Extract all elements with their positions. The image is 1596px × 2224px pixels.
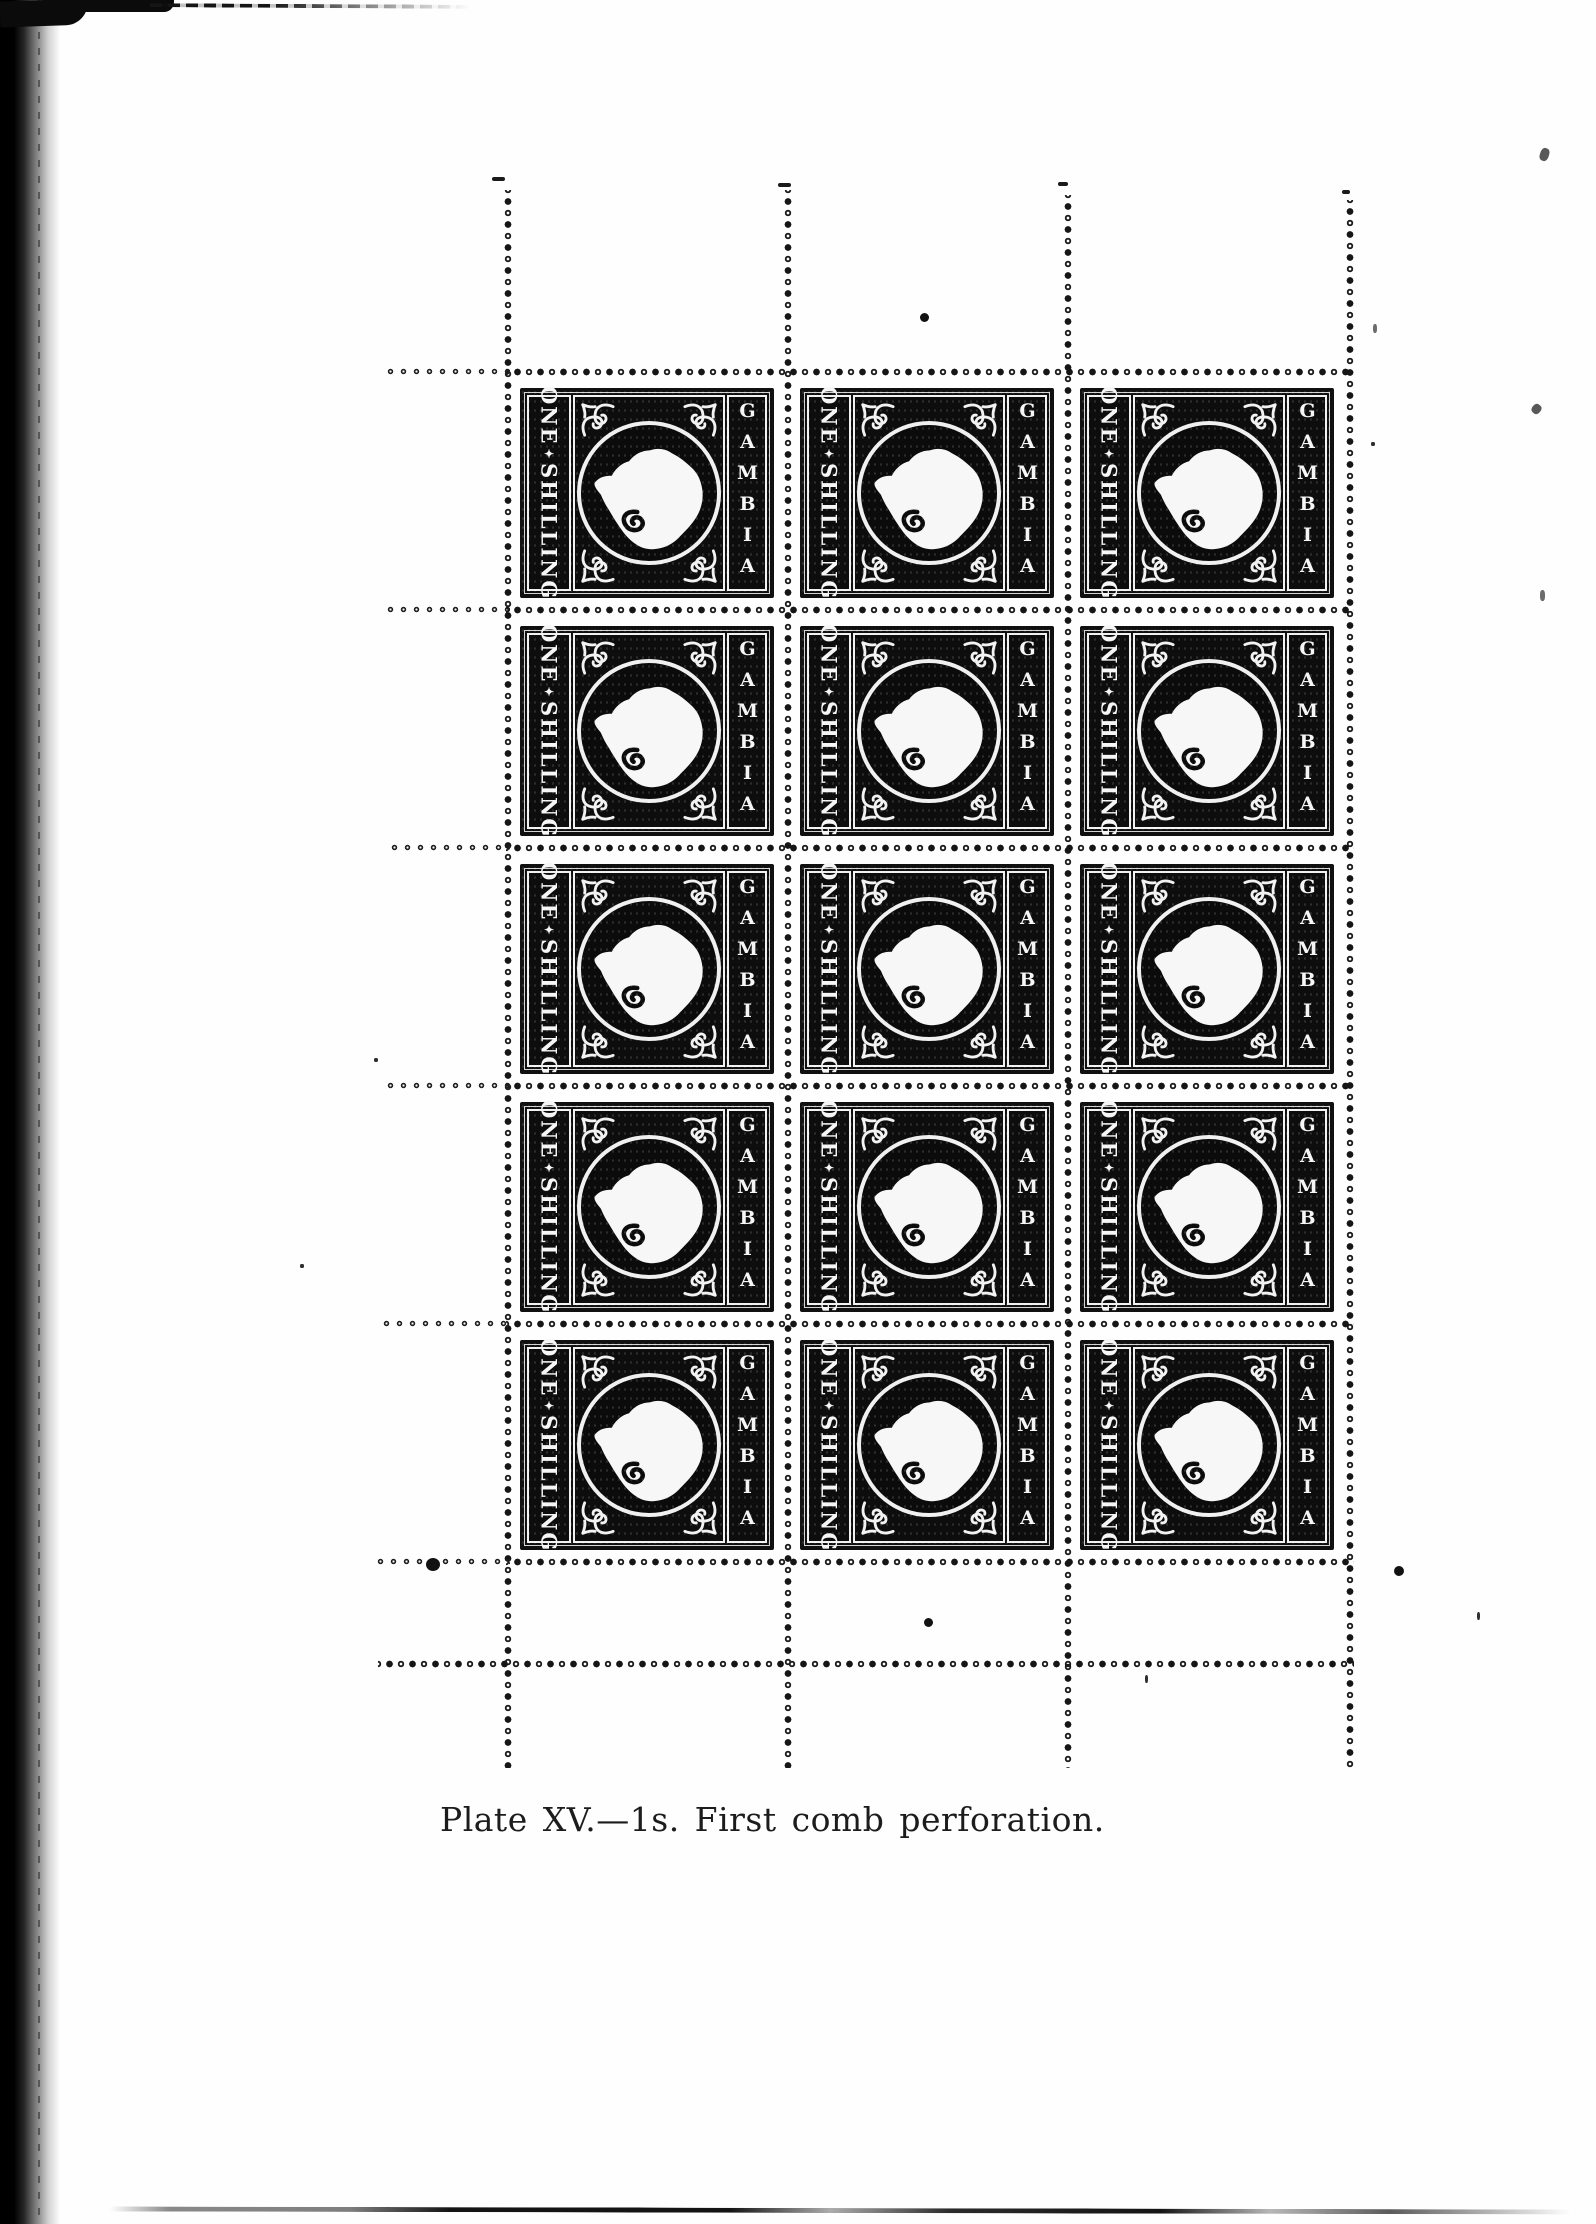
stray-perforation-dot xyxy=(1394,1566,1404,1576)
medallion-disc xyxy=(1137,897,1281,1041)
country-label: GAMBIA xyxy=(1296,1114,1319,1300)
vignette-panel xyxy=(573,633,725,829)
denomination-bottom: SHILLING xyxy=(816,1415,842,1553)
vignette-panel xyxy=(853,1109,1005,1305)
guide-dash xyxy=(1342,190,1350,194)
country-label: GAMBIA xyxy=(1016,638,1039,824)
denomination-bottom: SHILLING xyxy=(1096,939,1122,1077)
denomination-panel xyxy=(527,1099,571,1315)
separator-ornament-icon: ✦ xyxy=(822,447,836,462)
denomination-top: ONE xyxy=(1096,1337,1122,1398)
plate-caption: Plate XV.—1s. First comb perforation. xyxy=(440,1800,1105,1839)
perforation-row-extension xyxy=(374,1558,510,1565)
vignette-panel xyxy=(573,1347,725,1543)
perforation-column xyxy=(504,190,512,1768)
scan-speck xyxy=(1145,1675,1148,1683)
denomination-bottom: SHILLING xyxy=(816,463,842,601)
queen-victoria-cameo-icon xyxy=(581,1139,717,1275)
stamp xyxy=(800,1337,1054,1553)
stamp xyxy=(520,861,774,1077)
denomination-bottom: SHILLING xyxy=(536,463,562,601)
scan-speck xyxy=(1373,324,1377,333)
scan-speck xyxy=(374,1058,378,1062)
denomination-label xyxy=(816,385,842,601)
separator-ornament-icon: ✦ xyxy=(822,1161,836,1176)
denomination-panel xyxy=(1087,1099,1131,1315)
country-label: GAMBIA xyxy=(1296,876,1319,1062)
country-label: GAMBIA xyxy=(736,876,759,1062)
queen-victoria-cameo-icon xyxy=(861,425,997,561)
separator-ornament-icon: ✦ xyxy=(1102,1161,1116,1176)
separator-ornament-icon: ✦ xyxy=(1102,685,1116,700)
queen-victoria-cameo-icon xyxy=(581,1377,717,1513)
denomination-top: ONE xyxy=(1096,385,1122,446)
queen-victoria-cameo-icon xyxy=(1141,663,1277,799)
denomination-label xyxy=(1096,1337,1122,1553)
denomination-top: ONE xyxy=(816,1337,842,1398)
denomination-bottom: SHILLING xyxy=(536,701,562,839)
denomination-bottom: SHILLING xyxy=(1096,701,1122,839)
country-panel xyxy=(727,871,767,1067)
country-label: GAMBIA xyxy=(1016,876,1039,1062)
scan-speck xyxy=(1538,147,1551,162)
country-panel xyxy=(1007,871,1047,1067)
denomination-panel xyxy=(527,1337,571,1553)
stray-perforation-dot xyxy=(920,313,929,322)
denomination-panel xyxy=(527,623,571,839)
denomination-label xyxy=(536,623,562,839)
denomination-panel xyxy=(807,623,851,839)
stamp xyxy=(520,1337,774,1553)
country-panel xyxy=(1007,633,1047,829)
separator-ornament-icon: ✦ xyxy=(1102,923,1116,938)
separator-ornament-icon: ✦ xyxy=(542,1161,556,1176)
country-label: GAMBIA xyxy=(736,638,759,824)
separator-ornament-icon: ✦ xyxy=(1102,1399,1116,1414)
country-panel xyxy=(1287,1347,1327,1543)
medallion-disc xyxy=(577,1373,721,1517)
country-panel xyxy=(1287,871,1327,1067)
country-label: GAMBIA xyxy=(1296,400,1319,586)
denomination-label xyxy=(536,1337,562,1553)
denomination-top: ONE xyxy=(816,623,842,684)
denomination-panel xyxy=(807,861,851,1077)
country-label: GAMBIA xyxy=(1296,638,1319,824)
country-label: GAMBIA xyxy=(736,1352,759,1538)
medallion-disc xyxy=(1137,659,1281,803)
separator-ornament-icon: ✦ xyxy=(542,447,556,462)
denomination-bottom: SHILLING xyxy=(1096,1177,1122,1315)
medallion-disc xyxy=(857,1373,1001,1517)
denomination-top: ONE xyxy=(536,623,562,684)
stamp xyxy=(1080,861,1334,1077)
medallion-disc xyxy=(857,1135,1001,1279)
denomination-top: ONE xyxy=(536,1337,562,1398)
separator-ornament-icon: ✦ xyxy=(542,685,556,700)
vignette-panel xyxy=(573,1109,725,1305)
denomination-panel xyxy=(807,1337,851,1553)
country-label: GAMBIA xyxy=(736,1114,759,1300)
denomination-label xyxy=(816,1099,842,1315)
medallion-disc xyxy=(857,421,1001,565)
medallion-disc xyxy=(577,1135,721,1279)
medallion-disc xyxy=(857,897,1001,1041)
denomination-bottom: SHILLING xyxy=(536,1415,562,1553)
denomination-panel xyxy=(1087,623,1131,839)
queen-victoria-cameo-icon xyxy=(581,901,717,1037)
denomination-bottom: SHILLING xyxy=(1096,463,1122,601)
denomination-top: ONE xyxy=(1096,1099,1122,1160)
country-panel xyxy=(1287,395,1327,591)
vignette-panel xyxy=(853,633,1005,829)
queen-victoria-cameo-icon xyxy=(1141,901,1277,1037)
country-panel xyxy=(1007,1109,1047,1305)
scan-speck xyxy=(1477,1612,1480,1620)
denomination-top: ONE xyxy=(536,861,562,922)
denomination-bottom: SHILLING xyxy=(536,939,562,1077)
vignette-panel xyxy=(853,395,1005,591)
queen-victoria-cameo-icon xyxy=(581,663,717,799)
medallion-disc xyxy=(1137,421,1281,565)
vignette-panel xyxy=(853,871,1005,1067)
perforation-row-extension xyxy=(384,606,510,613)
queen-victoria-cameo-icon xyxy=(861,1139,997,1275)
country-label: GAMBIA xyxy=(1016,1114,1039,1300)
denomination-bottom: SHILLING xyxy=(816,939,842,1077)
scan-speck xyxy=(1530,402,1543,415)
denomination-label xyxy=(536,385,562,601)
stamp xyxy=(800,623,1054,839)
scan-speck xyxy=(1371,442,1375,446)
denomination-top: ONE xyxy=(816,1099,842,1160)
denomination-top: ONE xyxy=(1096,623,1122,684)
separator-ornament-icon: ✦ xyxy=(822,685,836,700)
denomination-bottom: SHILLING xyxy=(816,1177,842,1315)
queen-victoria-cameo-icon xyxy=(1141,425,1277,561)
denomination-panel xyxy=(1087,385,1131,601)
stamp xyxy=(1080,385,1334,601)
queen-victoria-cameo-icon xyxy=(861,1377,997,1513)
stamp xyxy=(520,385,774,601)
stray-perforation-dot xyxy=(426,1558,440,1571)
denomination-top: ONE xyxy=(536,1099,562,1160)
denomination-label xyxy=(1096,1099,1122,1315)
denomination-top: ONE xyxy=(816,861,842,922)
medallion-disc xyxy=(577,897,721,1041)
perforation-row xyxy=(378,1660,1354,1668)
separator-ornament-icon: ✦ xyxy=(1102,447,1116,462)
denomination-label xyxy=(816,861,842,1077)
vignette-panel xyxy=(573,871,725,1067)
denomination-label xyxy=(536,1099,562,1315)
denomination-bottom: SHILLING xyxy=(536,1177,562,1315)
medallion-disc xyxy=(1137,1373,1281,1517)
perforation-row xyxy=(506,1558,1354,1566)
perforation-column xyxy=(1346,200,1354,1768)
denomination-label xyxy=(1096,861,1122,1077)
perforation-row-extension xyxy=(384,1082,510,1089)
denomination-panel xyxy=(527,861,571,1077)
separator-ornament-icon: ✦ xyxy=(542,1399,556,1414)
country-panel xyxy=(727,395,767,591)
guide-dash xyxy=(492,177,505,181)
separator-ornament-icon: ✦ xyxy=(542,923,556,938)
medallion-disc xyxy=(857,659,1001,803)
denomination-label xyxy=(816,1337,842,1553)
stamp xyxy=(520,623,774,839)
vignette-panel xyxy=(853,1347,1005,1543)
guide-dash xyxy=(1058,182,1068,186)
queen-victoria-cameo-icon xyxy=(1141,1377,1277,1513)
guide-dash xyxy=(778,183,791,187)
country-label: GAMBIA xyxy=(1016,400,1039,586)
stamp xyxy=(800,861,1054,1077)
vignette-panel xyxy=(1133,1347,1285,1543)
perforation-row xyxy=(506,368,1354,376)
scan-speck xyxy=(300,1264,304,1268)
perforation-row-extension xyxy=(388,844,510,851)
country-panel xyxy=(1287,1109,1327,1305)
country-label: GAMBIA xyxy=(1296,1352,1319,1538)
country-panel xyxy=(1007,395,1047,591)
stamp xyxy=(800,385,1054,601)
denomination-label xyxy=(536,861,562,1077)
vignette-panel xyxy=(1133,1109,1285,1305)
vignette-panel xyxy=(1133,871,1285,1067)
denomination-label xyxy=(1096,385,1122,601)
scan-speck xyxy=(1540,590,1545,601)
denomination-panel xyxy=(807,385,851,601)
denomination-panel xyxy=(1087,1337,1131,1553)
country-panel xyxy=(727,633,767,829)
denomination-top: ONE xyxy=(816,385,842,446)
denomination-label xyxy=(816,623,842,839)
medallion-disc xyxy=(1137,1135,1281,1279)
denomination-top: ONE xyxy=(1096,861,1122,922)
vignette-panel xyxy=(1133,395,1285,591)
stamp xyxy=(520,1099,774,1315)
country-label: GAMBIA xyxy=(1016,1352,1039,1538)
country-panel xyxy=(1287,633,1327,829)
perforation-row-extension xyxy=(380,1320,510,1327)
medallion-disc xyxy=(577,421,721,565)
stray-perforation-dot xyxy=(924,1618,933,1627)
queen-victoria-cameo-icon xyxy=(861,663,997,799)
denomination-top: ONE xyxy=(536,385,562,446)
perforation-row-extension xyxy=(384,368,510,375)
queen-victoria-cameo-icon xyxy=(861,901,997,1037)
denomination-bottom: SHILLING xyxy=(1096,1415,1122,1553)
country-label: GAMBIA xyxy=(736,400,759,586)
separator-ornament-icon: ✦ xyxy=(822,1399,836,1414)
country-panel xyxy=(1007,1347,1047,1543)
denomination-panel xyxy=(807,1099,851,1315)
denomination-panel xyxy=(527,385,571,601)
stamp xyxy=(1080,1099,1334,1315)
medallion-disc xyxy=(577,659,721,803)
country-panel xyxy=(727,1347,767,1543)
stamp xyxy=(1080,1337,1334,1553)
denomination-panel xyxy=(1087,861,1131,1077)
country-panel xyxy=(727,1109,767,1305)
stamp-sheet xyxy=(520,385,1334,1553)
queen-victoria-cameo-icon xyxy=(1141,1139,1277,1275)
denomination-bottom: SHILLING xyxy=(816,701,842,839)
separator-ornament-icon: ✦ xyxy=(822,923,836,938)
stamp xyxy=(1080,623,1334,839)
denomination-label xyxy=(1096,623,1122,839)
stamp xyxy=(800,1099,1054,1315)
vignette-panel xyxy=(1133,633,1285,829)
queen-victoria-cameo-icon xyxy=(581,425,717,561)
vignette-panel xyxy=(573,395,725,591)
